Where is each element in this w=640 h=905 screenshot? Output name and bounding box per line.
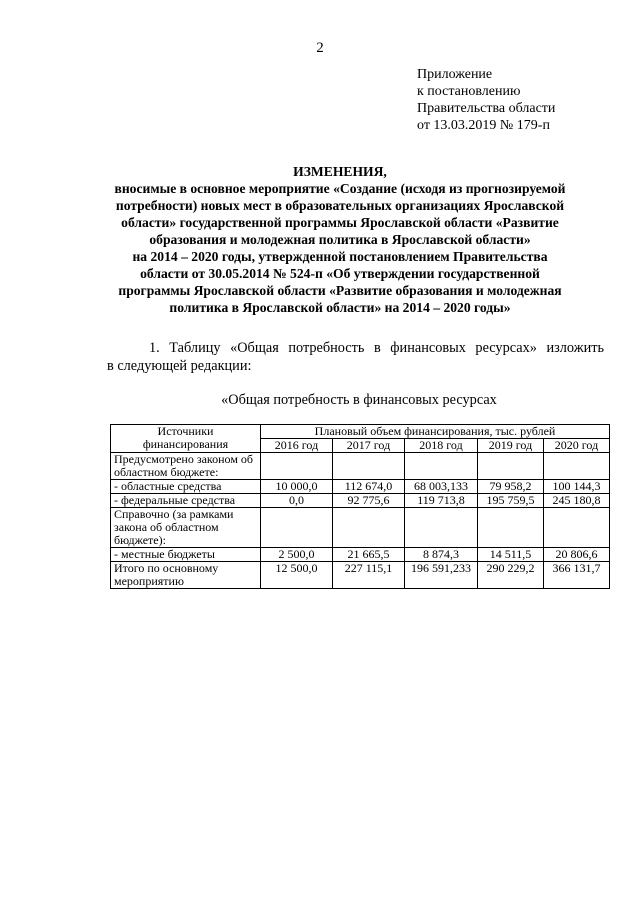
appendix-line: Правительства области — [417, 101, 556, 116]
table-row — [111, 453, 610, 480]
page-number: 2 — [316, 40, 324, 56]
value-cell — [544, 508, 610, 548]
value-cell: 245 180,8 — [544, 494, 610, 508]
value-cell: 227 115,1 — [333, 562, 405, 589]
row-label-cell: - местные бюджеты — [111, 548, 261, 562]
title-line: области» государственной программы Ярославской области «Развитие — [121, 215, 559, 230]
value-cell: 20 806,6 — [544, 548, 610, 562]
title-line: потребности) новых мест в образовательных организациях Ярославской — [115, 198, 565, 213]
table-header-row — [111, 425, 610, 439]
appendix-line: от 13.03.2019 № 179-п — [417, 118, 550, 133]
table-caption: «Общая потребность в финансовых ресурсах — [221, 392, 497, 408]
table-row — [111, 480, 610, 494]
year-header-cell: 2018 год — [405, 439, 478, 453]
title-line: образования и молодежная политика в Ярославской области» — [149, 232, 531, 247]
table-row — [111, 494, 610, 508]
value-cell: 8 874,3 — [405, 548, 478, 562]
year-header-cell: 2020 год — [544, 439, 610, 453]
paragraph-line: 1. Таблицу «Общая потребность в финансовых ресурсах» изложить — [149, 340, 604, 356]
table-row — [111, 508, 610, 548]
value-cell: 196 591,233 — [405, 562, 478, 589]
row-label-cell: Предусмотрено законом об областном бюджете: — [111, 453, 261, 480]
row-label-cell: Итого по основному мероприятию — [111, 562, 261, 589]
value-cell — [478, 453, 544, 480]
value-cell: 2 500,0 — [261, 548, 333, 562]
value-cell — [333, 453, 405, 480]
financing-table — [110, 424, 610, 589]
row-label-cell: - областные средства — [111, 480, 261, 494]
value-cell: 92 775,6 — [333, 494, 405, 508]
value-cell — [333, 508, 405, 548]
year-header-cell: 2017 год — [333, 439, 405, 453]
table-row — [111, 548, 610, 562]
title-line: ИЗМЕНЕНИЯ, — [293, 164, 387, 179]
row-label-cell: Справочно (за рамками закона об областном бюджете): — [111, 508, 261, 548]
value-cell: 100 144,3 — [544, 480, 610, 494]
year-header-cell: 2016 год — [261, 439, 333, 453]
value-cell — [544, 453, 610, 480]
title-line: программы Ярославской области «Развитие образования и молодежная — [118, 283, 562, 298]
value-cell: 0,0 — [261, 494, 333, 508]
value-cell: 79 958,2 — [478, 480, 544, 494]
body-paragraph — [107, 340, 604, 375]
title-line: области от 30.05.2014 № 524-п «Об утверждении государственной — [140, 266, 540, 281]
value-cell — [405, 508, 478, 548]
appendix-header — [417, 66, 555, 134]
title-line: вносимые в основное мероприятие «Создание (исходя из прогнозируемой — [114, 181, 566, 196]
document-title — [70, 163, 610, 316]
source-header-cell: Источники финансирования — [111, 425, 261, 453]
row-label-cell: - федеральные средства — [111, 494, 261, 508]
value-cell: 195 759,5 — [478, 494, 544, 508]
paragraph-line: в следующей редакции: — [107, 357, 252, 374]
title-line: политика в Ярославской области» на 2014 – 2020 годы» — [169, 300, 511, 315]
value-cell — [478, 508, 544, 548]
value-cell: 68 003,133 — [405, 480, 478, 494]
table-row — [111, 562, 610, 589]
value-cell: 21 665,5 — [333, 548, 405, 562]
value-cell — [405, 453, 478, 480]
value-cell — [261, 508, 333, 548]
value-cell: 290 229,2 — [478, 562, 544, 589]
value-cell: 12 500,0 — [261, 562, 333, 589]
value-cell: 119 713,8 — [405, 494, 478, 508]
value-cell — [261, 453, 333, 480]
value-cell: 112 674,0 — [333, 480, 405, 494]
appendix-line: к постановлению — [417, 84, 521, 99]
title-line: на 2014 – 2020 годы, утвержденной постановлением Правительства — [132, 249, 548, 264]
value-cell: 366 131,7 — [544, 562, 610, 589]
value-cell: 14 511,5 — [478, 548, 544, 562]
value-cell: 10 000,0 — [261, 480, 333, 494]
plan-header-cell: Плановый объем финансирования, тыс. рублей — [261, 425, 610, 439]
appendix-line: Приложение — [417, 67, 493, 82]
year-header-cell: 2019 год — [478, 439, 544, 453]
